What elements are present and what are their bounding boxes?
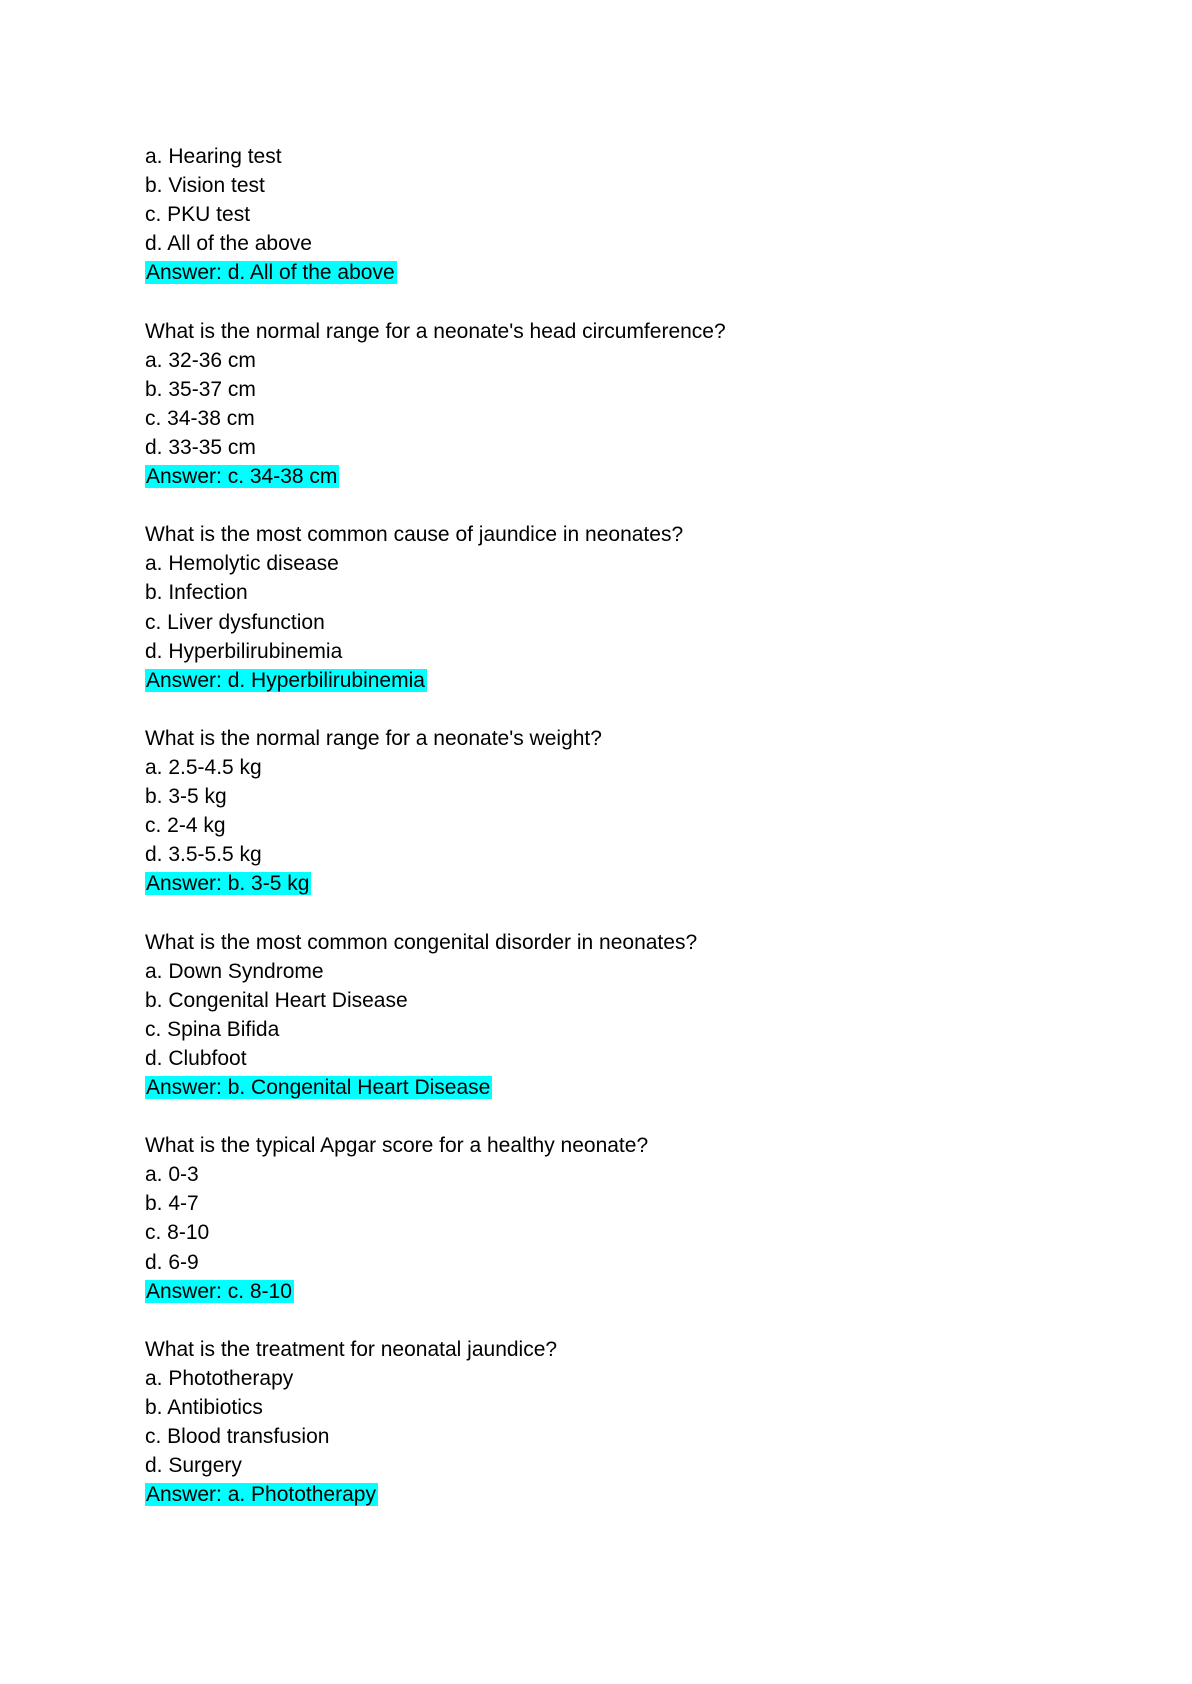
question-block — [145, 928, 1125, 1103]
answer-line — [145, 1073, 1125, 1102]
option-c: c. 8-10 — [145, 1221, 210, 1245]
answer-line — [145, 258, 1125, 287]
option-d: d. 33-35 cm — [145, 435, 256, 459]
question-block — [145, 142, 1125, 287]
option-c: c. Spina Bifida — [145, 1017, 280, 1041]
option-a: a. Phototherapy — [145, 1366, 294, 1390]
answer-highlight: Answer: b. Congenital Heart Disease — [146, 1076, 491, 1099]
option-d: d. Clubfoot — [145, 1046, 247, 1070]
question-text: What is the most common cause of jaundice in neonates? — [145, 523, 684, 547]
answer-highlight: Answer: a. Phototherapy — [146, 1483, 376, 1507]
option-b: b. 4-7 — [145, 1192, 199, 1216]
option-a: a. 32-36 cm — [145, 348, 256, 372]
question-block — [145, 317, 1125, 492]
answer-line — [145, 869, 1125, 898]
question-text: What is the normal range for a neonate's weight? — [145, 726, 602, 750]
question-block — [145, 1131, 1125, 1306]
answer-highlight: Answer: d. All of the above — [146, 261, 395, 285]
answer-line — [145, 1480, 1125, 1509]
question-block — [145, 724, 1125, 899]
option-c: c. Blood transfusion — [145, 1425, 330, 1449]
answer-line — [145, 462, 1125, 491]
spacer — [145, 695, 1125, 724]
option-a: a. 2.5-4.5 kg — [145, 755, 262, 779]
spacer — [145, 287, 1125, 316]
option-a: a. Hemolytic disease — [145, 552, 339, 576]
option-d: d. 3.5-5.5 kg — [145, 843, 262, 867]
option-c: c. 34-38 cm — [145, 406, 255, 430]
answer-highlight: Answer: c. 34-38 cm — [146, 465, 338, 489]
answer-line — [145, 1277, 1125, 1306]
option-d: d. All of the above — [145, 232, 312, 256]
answer-highlight: Answer: c. 8-10 — [146, 1279, 292, 1303]
document-page — [145, 142, 1125, 1509]
option-b: b. Congenital Heart Disease — [145, 988, 408, 1012]
option-c: c. 2-4 kg — [145, 814, 226, 838]
spacer — [145, 1306, 1125, 1335]
option-b: b. Vision test — [145, 174, 265, 198]
option-b: b. Antibiotics — [145, 1396, 263, 1420]
option-a: a. Hearing test — [145, 145, 282, 168]
option-c: c. PKU test — [145, 203, 251, 227]
answer-line — [145, 666, 1125, 695]
option-a: a. 0-3 — [145, 1163, 199, 1187]
option-d: d. 6-9 — [145, 1250, 199, 1274]
option-b: b. 3-5 kg — [145, 785, 227, 809]
question-text: What is the normal range for a neonate's head circumference? — [145, 319, 726, 343]
option-d: d. Surgery — [145, 1454, 242, 1478]
spacer — [145, 898, 1125, 927]
option-c: c. Liver dysfunction — [145, 610, 325, 634]
answer-highlight: Answer: b. 3-5 kg — [146, 872, 310, 896]
question-block — [145, 520, 1125, 695]
spacer — [145, 1102, 1125, 1131]
question-text: What is the treatment for neonatal jaundice? — [145, 1337, 558, 1361]
option-a: a. Down Syndrome — [145, 959, 324, 983]
question-block — [145, 1335, 1125, 1510]
option-b: b. Infection — [145, 581, 248, 605]
answer-highlight: Answer: d. Hyperbilirubinemia — [146, 668, 425, 692]
option-b: b. 35-37 cm — [145, 377, 256, 401]
spacer — [145, 491, 1125, 520]
question-text: What is the most common congenital disorder in neonates? — [145, 930, 698, 954]
option-d: d. Hyperbilirubinemia — [145, 639, 343, 663]
question-text: What is the typical Apgar score for a healthy neonate? — [145, 1134, 649, 1158]
